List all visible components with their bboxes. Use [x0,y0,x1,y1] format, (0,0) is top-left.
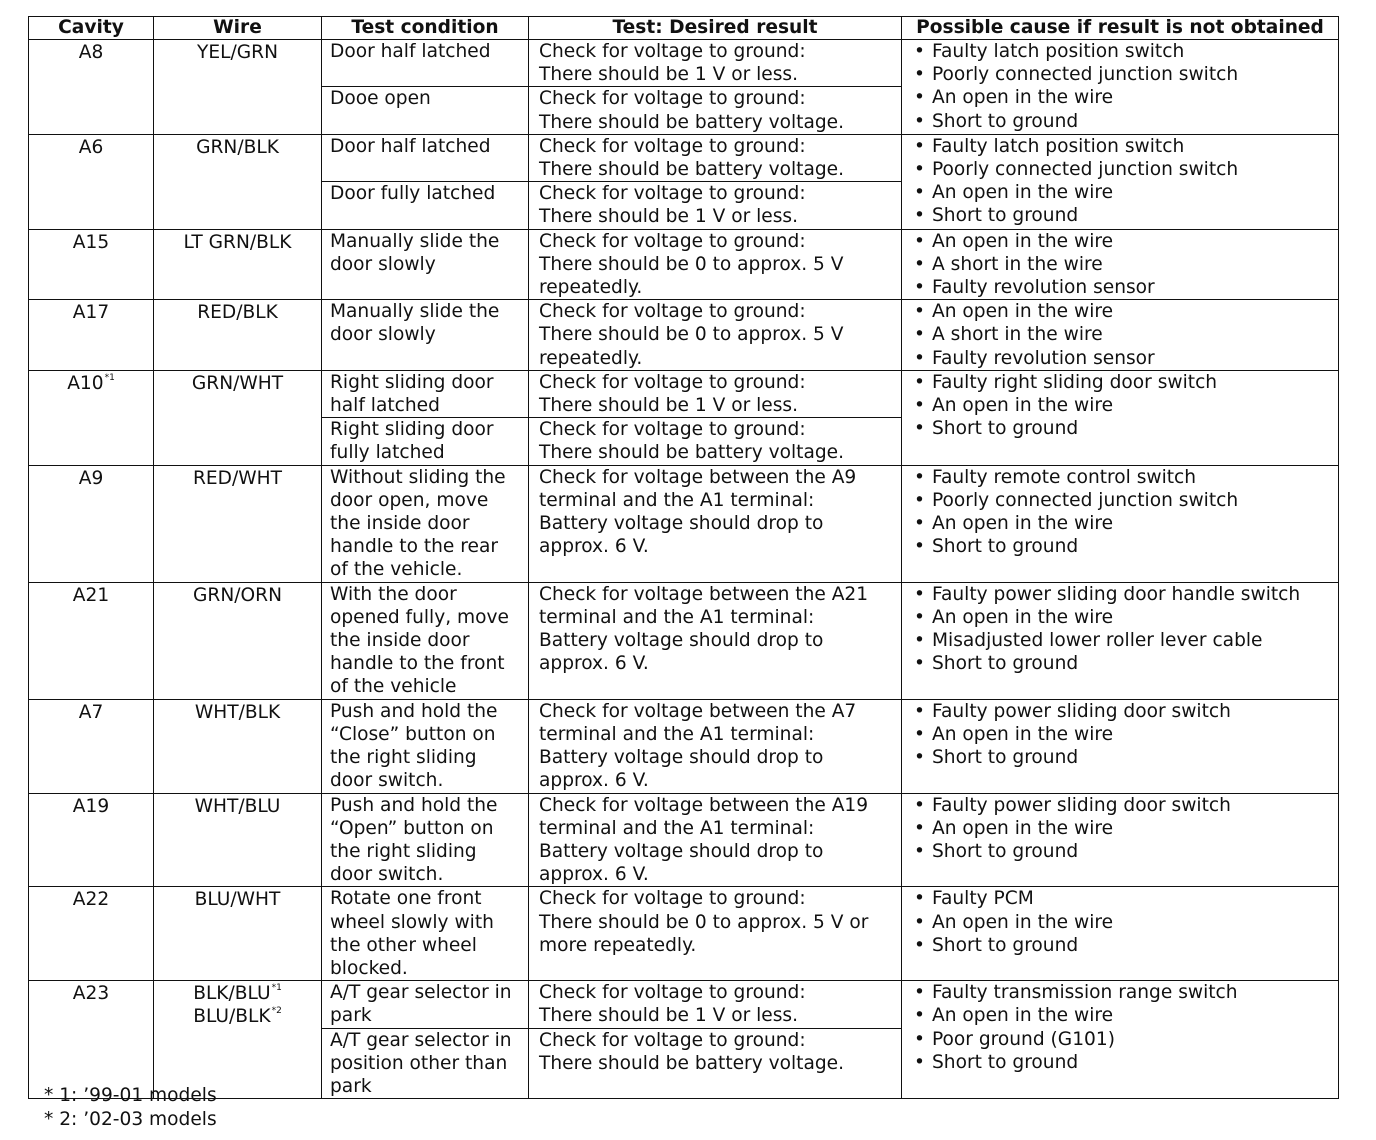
cavity-cell [29,887,154,981]
test-condition-line: Door half latched [330,135,491,157]
desired-result-cell [529,793,902,887]
wire-color: BLU/WHT [194,889,281,911]
cavity-cell [29,981,154,1099]
test-condition-cell [322,1028,529,1099]
possible-cause-item: • Faulty power sliding door switch [912,700,1332,723]
wiring-test-table-container [28,16,1338,1099]
possible-cause-item: • Faulty power sliding door switch [912,794,1332,817]
desired-result-line: Check for voltage between the A21 [539,583,869,605]
test-condition-line: Manually slide the [330,301,500,323]
possible-cause-item: • An open in the wire [912,300,1332,323]
possible-cause-item: • Faulty latch position switch [912,40,1332,63]
desired-result-cell [529,887,902,981]
possible-cause-item: • Short to ground [912,934,1332,957]
possible-cause-item: • Short to ground [912,204,1332,227]
test-condition-line: A/T gear selector in [330,982,512,1004]
wire-cell [154,582,322,699]
wire-cell [154,465,322,582]
desired-result-line: Battery voltage should drop to [539,630,824,652]
possible-cause-item: • An open in the wire [912,1004,1332,1027]
cavity-label: A6 [78,136,104,158]
wire-cell [154,229,322,300]
desired-result-line: repeatedly. [539,277,643,299]
wire-color-line [160,795,315,818]
wire-cell [154,981,322,1099]
test-condition-line: Right sliding door [330,419,494,441]
test-condition-line: Manually slide the [330,230,500,252]
desired-result-line: approx. 6 V. [539,864,649,886]
possible-cause-cell [902,370,1339,465]
desired-result-line: There should be 0 to approx. 5 V [539,253,844,275]
desired-result-line: repeatedly. [539,347,643,369]
possible-cause-cell [902,793,1339,887]
table-row [29,300,1339,371]
desired-result-cell [529,465,902,582]
possible-cause-item: • Faulty latch position switch [912,135,1332,158]
possible-cause-item: • A short in the wire [912,253,1332,276]
wire-cell [154,887,322,981]
cavity-cell [29,134,154,229]
desired-result-cell [529,229,902,300]
desired-result-line: approx. 6 V. [539,653,649,675]
wire-color: WHT/BLU [194,795,281,817]
possible-cause-item: • An open in the wire [912,86,1332,109]
cavity-cell [29,300,154,371]
desired-result-line: Check for voltage between the A19 [539,794,869,816]
test-condition-line: door slowly [330,253,436,275]
desired-result-line: Check for voltage to ground: [539,88,806,110]
desired-result-line: Battery voltage should drop to [539,747,824,769]
desired-result-line: terminal and the A1 terminal: [539,723,815,745]
possible-cause-item: • An open in the wire [912,512,1332,535]
possible-cause-item: • Short to ground [912,417,1332,440]
possible-cause-item: • Short to ground [912,746,1332,769]
possible-cause-item: • Short to ground [912,110,1332,133]
test-condition-line: fully latched [330,442,445,464]
desired-result-line: There should be battery voltage. [539,1052,844,1074]
desired-result-line: Check for voltage between the A9 [539,466,857,488]
cavity-label: A10 [67,372,104,394]
wire-color-line [160,41,315,64]
wire-cell [154,793,322,887]
test-condition-line: of the vehicle. [330,559,463,581]
wire-color: GRN/WHT [191,372,284,394]
wire-color: YEL/GRN [197,42,278,63]
cavity-label: A8 [78,42,104,63]
wiring-test-table [28,16,1339,1099]
wire-color-line [160,301,315,324]
cavity-cell [29,699,154,793]
table-header-row [29,17,1339,40]
cavity-cell [29,582,154,699]
possible-cause-list [912,794,1332,864]
desired-result-cell [529,370,902,417]
test-condition-line: door switch. [330,770,444,792]
test-condition-line: “Close” button on [330,723,496,745]
possible-cause-list [912,981,1332,1074]
table-row [29,582,1339,699]
wire-cell [154,134,322,229]
desired-result-line: Check for voltage to ground: [539,301,806,323]
desired-result-line: terminal and the A1 terminal: [539,489,815,511]
table-row [29,793,1339,887]
test-condition-line: the other wheel [330,934,477,956]
test-condition-line: Rotate one front [330,888,482,910]
wire-color: BLU/BLK [193,1006,271,1028]
table-row [29,40,1339,87]
cavity-label: A21 [72,584,110,606]
wire-cell [154,300,322,371]
desired-result-cell [529,40,902,87]
test-condition-line: park [330,1075,372,1097]
wire-footnote-marker: *2 [271,1006,282,1017]
wire-color-line [160,136,315,159]
desired-result-cell [529,418,902,465]
cavity-label: A15 [72,231,110,253]
possible-cause-list [912,230,1332,300]
test-condition-line: the right sliding [330,840,477,862]
possible-cause-list [912,371,1332,441]
test-condition-cell [322,418,529,465]
possible-cause-list [912,135,1332,228]
wire-color-line [160,701,315,724]
wire-color: GRN/BLK [196,136,279,158]
desired-result-cell [529,699,902,793]
desired-result-line: There should be battery voltage. [539,442,844,464]
desired-result-line: Check for voltage to ground: [539,888,806,910]
test-condition-line: Push and hold the [330,700,498,722]
possible-cause-item: • Poorly connected junction switch [912,63,1332,86]
desired-result-line: There should be 0 to approx. 5 V [539,324,844,346]
cavity-label: A19 [72,795,110,817]
possible-cause-item: • Faulty remote control switch [912,466,1332,489]
desired-result-line: There should be 1 V or less. [539,1005,799,1027]
wire-color-line [160,584,315,607]
wire-color: RED/WHT [193,467,282,489]
possible-cause-cell [902,887,1339,981]
desired-result-line: There should be 1 V or less. [539,395,799,417]
desired-result-line: more repeatedly. [539,934,697,956]
test-condition-line: handle to the rear [330,536,498,558]
wire-color-line [160,888,315,911]
possible-cause-item: • Poorly connected junction switch [912,489,1332,512]
test-condition-line: A/T gear selector in [330,1029,512,1051]
cavity-cell [29,40,154,135]
desired-result-line: There should be 1 V or less. [539,64,799,86]
test-condition-cell [322,300,529,371]
possible-cause-item: • Misadjusted lower roller lever cable [912,629,1332,652]
cavity-label: A7 [78,701,104,723]
table-row [29,370,1339,417]
possible-cause-cell [902,40,1339,135]
footnote-2: * 2: ’02-03 models [44,1108,217,1130]
desired-result-line: Check for voltage to ground: [539,371,806,393]
possible-cause-item: • An open in the wire [912,230,1332,253]
wire-cell [154,40,322,135]
possible-cause-cell [902,300,1339,371]
desired-result-cell [529,134,902,181]
possible-cause-cell [902,229,1339,300]
table-row [29,699,1339,793]
possible-cause-item: • An open in the wire [912,723,1332,746]
cavity-footnote-marker: *1 [104,372,115,383]
test-condition-cell [322,40,529,87]
test-condition-line: door switch. [330,864,444,886]
desired-result-line: Check for voltage to ground: [539,230,806,252]
possible-cause-item: • Faulty power sliding door handle switch [912,583,1332,606]
test-condition-line: Door half latched [330,41,491,62]
possible-cause-item: • Poor ground (G101) [912,1028,1332,1051]
possible-cause-cell [902,582,1339,699]
desired-result-cell [529,981,902,1028]
possible-cause-cell [902,699,1339,793]
desired-result-line: There should be battery voltage. [539,111,844,133]
test-condition-line: blocked. [330,957,408,979]
test-condition-line: Without sliding the [330,466,506,488]
wire-cell [154,370,322,465]
desired-result-line: Check for voltage to ground: [539,135,806,157]
possible-cause-list [912,300,1332,370]
desired-result-cell [529,87,902,134]
wire-color: GRN/ORN [193,584,282,606]
possible-cause-item: • Faulty revolution sensor [912,347,1332,370]
wire-color: RED/BLK [197,302,278,324]
possible-cause-item: • An open in the wire [912,606,1332,629]
test-condition-line: Door fully latched [330,183,496,205]
possible-cause-item: • An open in the wire [912,394,1332,417]
cavity-cell [29,465,154,582]
test-condition-cell [322,134,529,181]
wire-color-line [160,1005,315,1028]
desired-result-line: There should be 1 V or less. [539,206,799,228]
table-row [29,229,1339,300]
header-possible-cause: Possible cause if result is not obtained [902,17,1339,40]
desired-result-line: terminal and the A1 terminal: [539,606,815,628]
table-row [29,981,1339,1028]
footnotes [44,1084,217,1131]
header-cavity: Cavity [29,17,154,40]
desired-result-line: Check for voltage to ground: [539,41,806,62]
possible-cause-item: • An open in the wire [912,181,1332,204]
test-condition-line: handle to the front [330,653,505,675]
wire-color: BLK/BLU [193,983,271,1005]
table-row [29,465,1339,582]
test-condition-line: park [330,1005,372,1027]
test-condition-cell [322,981,529,1028]
header-wire: Wire [154,17,322,40]
test-condition-cell [322,182,529,229]
possible-cause-item: • Faulty revolution sensor [912,276,1332,299]
test-condition-line: door slowly [330,324,436,346]
cavity-label: A23 [72,983,110,1005]
desired-result-line: terminal and the A1 terminal: [539,817,815,839]
test-condition-line: With the door [330,583,457,605]
possible-cause-item: • An open in the wire [912,817,1332,840]
wire-cell [154,699,322,793]
header-test-condition: Test condition [322,17,529,40]
possible-cause-item: • An open in the wire [912,911,1332,934]
table-body [29,40,1339,1099]
desired-result-line: There should be battery voltage. [539,159,844,181]
desired-result-line: Check for voltage to ground: [539,419,806,441]
possible-cause-item: • Poorly connected junction switch [912,158,1332,181]
desired-result-cell [529,182,902,229]
test-condition-line: Push and hold the [330,794,498,816]
test-condition-line: of the vehicle [330,676,457,698]
desired-result-line: Check for voltage to ground: [539,982,806,1004]
test-condition-cell [322,465,529,582]
possible-cause-cell [902,134,1339,229]
possible-cause-item: • Short to ground [912,652,1332,675]
test-condition-line: Right sliding door [330,371,494,393]
desired-result-line: Check for voltage between the A7 [539,700,857,722]
desired-result-cell [529,1028,902,1099]
possible-cause-item: • Faulty transmission range switch [912,981,1332,1004]
test-condition-cell [322,887,529,981]
header-desired-result: Test: Desired result [529,17,902,40]
cavity-label: A22 [72,889,110,911]
possible-cause-list [912,583,1332,676]
possible-cause-list [912,466,1332,559]
desired-result-line: approx. 6 V. [539,770,649,792]
possible-cause-cell [902,981,1339,1099]
wire-color: WHT/BLK [194,701,281,723]
possible-cause-item: • Short to ground [912,535,1332,558]
wire-color: LT GRN/BLK [183,231,292,253]
cavity-label: A17 [72,302,110,324]
desired-result-line: Check for voltage to ground: [539,1029,806,1051]
test-condition-line: the inside door [330,513,470,535]
cavity-cell [29,793,154,887]
possible-cause-list [912,700,1332,770]
cavity-cell [29,229,154,300]
test-condition-cell [322,793,529,887]
wire-color-line [160,372,315,395]
test-condition-cell [322,370,529,417]
possible-cause-item: • Short to ground [912,1051,1332,1074]
desired-result-line: Check for voltage to ground: [539,183,806,205]
desired-result-line: Battery voltage should drop to [539,513,824,535]
desired-result-cell [529,582,902,699]
test-condition-cell [322,229,529,300]
test-condition-line: wheel slowly with [330,911,494,933]
test-condition-line: the inside door [330,630,470,652]
test-condition-line: “Open” button on [330,817,494,839]
desired-result-line: Battery voltage should drop to [539,840,824,862]
desired-result-line: There should be 0 to approx. 5 V or [539,911,869,933]
footnote-1: * 1: ’99-01 models [44,1085,217,1106]
wire-color-line [160,982,315,1005]
wire-color-line [160,467,315,490]
test-condition-line: Dooe open [330,88,431,110]
possible-cause-item: • Short to ground [912,840,1332,863]
possible-cause-item: • Faulty PCM [912,887,1332,910]
possible-cause-list [912,887,1332,957]
test-condition-cell [322,582,529,699]
possible-cause-item: • Faulty right sliding door switch [912,371,1332,394]
wire-color-line [160,231,315,254]
cavity-cell [29,370,154,465]
desired-result-line: approx. 6 V. [539,536,649,558]
test-condition-cell [322,699,529,793]
test-condition-line: opened fully, move [330,606,509,628]
table-row [29,134,1339,181]
test-condition-line: door open, move [330,489,489,511]
test-condition-line: the right sliding [330,747,477,769]
table-row [29,887,1339,981]
desired-result-cell [529,300,902,371]
test-condition-line: half latched [330,395,440,417]
possible-cause-list [912,40,1332,133]
test-condition-cell [322,87,529,134]
possible-cause-item: • A short in the wire [912,323,1332,346]
possible-cause-cell [902,465,1339,582]
wire-footnote-marker: *1 [271,982,282,993]
cavity-label: A9 [78,467,104,489]
test-condition-line: position other than [330,1052,508,1074]
